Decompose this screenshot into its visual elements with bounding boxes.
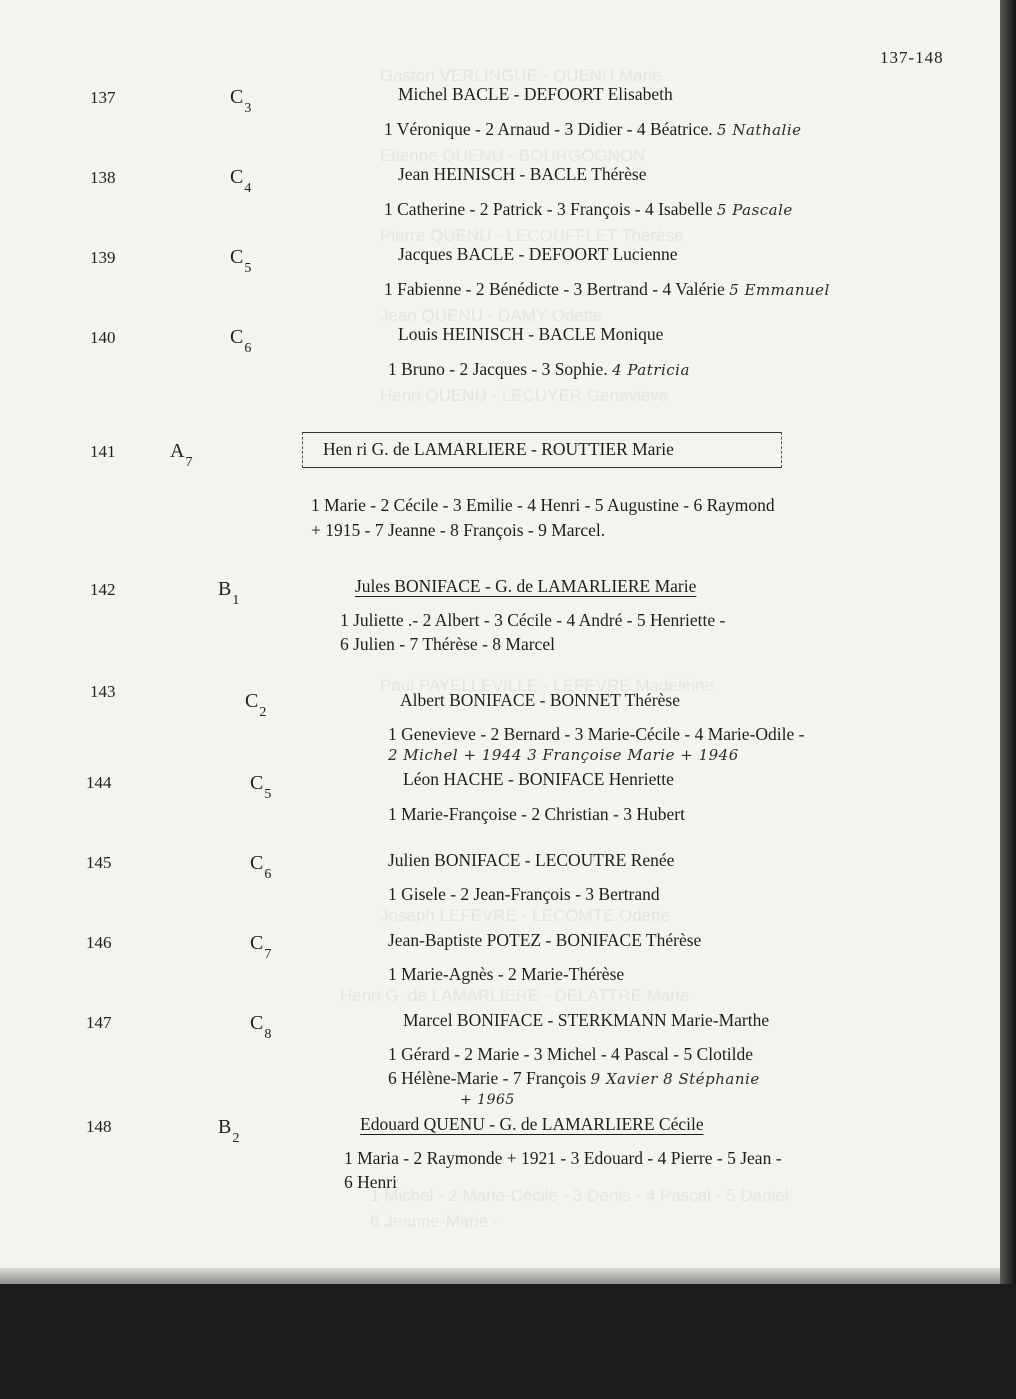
show-through-text: Joseph LEFEVRE - LECOMTE Odette xyxy=(380,906,671,925)
entry-number: 147 xyxy=(86,1013,112,1032)
generation-code: $C_4$ xyxy=(230,166,252,196)
highlighted-heading-box xyxy=(302,432,782,468)
entry-children: 1 Gisele - 2 Jean-François - 3 Bertrand xyxy=(388,884,660,904)
entry-children: 1 Bruno - 2 Jacques - 3 Sophie. 4 Patricia xyxy=(388,359,690,379)
show-through-text: Gaston VERLINGUE - QUENU Marie xyxy=(380,66,662,85)
handwritten-note: 2 Michel + 1944 3 Françoise Marie + 1946 xyxy=(388,746,739,764)
generation-code: $C_8$ xyxy=(250,1012,272,1042)
show-through-text: 1 Michel - 2 Marie-Cécile - 3 Denis - 4 Pascal - 5 Daniel xyxy=(370,1186,789,1205)
generation-code: $C_6$ xyxy=(230,326,252,356)
show-through-text: Etienne QUENU - BOURGOGNON xyxy=(380,146,646,165)
entry-number: 139 xyxy=(90,248,116,267)
entry-children: 1 Gérard - 2 Marie - 3 Michel - 4 Pascal - 5 Clotilde xyxy=(388,1044,753,1064)
entry-heading: Jacques BACLE - DEFOORT Lucienne xyxy=(398,244,678,264)
handwritten-note: 5 Pascale xyxy=(716,201,793,219)
generation-code: $C_5$ xyxy=(230,246,252,276)
generation-code: $A_7$ xyxy=(170,440,193,470)
entry-children: 1 Véronique - 2 Arnaud - 3 Didier - 4 Béatrice. 5 Nathalie xyxy=(384,119,802,139)
entry-children: 1 Marie-Françoise - 2 Christian - 3 Hubert xyxy=(388,804,685,824)
entry-heading: Jean HEINISCH - BACLE Thérèse xyxy=(398,164,647,184)
show-through-text: 6 Jeanne-Marie - xyxy=(370,1212,499,1231)
page-bottom-edge xyxy=(0,1268,1000,1284)
generation-code: $C_6$ xyxy=(250,852,272,882)
handwritten-note: 5 Nathalie xyxy=(717,121,802,139)
entry-number: 141 xyxy=(90,442,116,461)
entry-children: 6 Henri xyxy=(344,1172,397,1192)
handwritten-note: 9 Xavier 8 Stéphanie xyxy=(590,1070,760,1088)
show-through-text: Paul PAYELLEVILLE - LEFEVRE Madeleine xyxy=(380,676,714,695)
entry-number: 144 xyxy=(86,773,112,792)
entry-number: 142 xyxy=(90,580,116,599)
entry-children: 1 Maria - 2 Raymonde + 1921 - 3 Edouard - 4 Pierre - 5 Jean - xyxy=(344,1148,782,1168)
entry-children: 6 Hélène-Marie - 7 François 9 Xavier 8 Stéphanie xyxy=(388,1068,760,1088)
entry-number: 145 xyxy=(86,853,112,872)
show-through-text: Pierre QUENU - LECOUFFLET Thérèse xyxy=(380,226,684,245)
entry-children: 1 Marie-Agnès - 2 Marie-Thérèse xyxy=(388,964,625,984)
entry-heading: Albert BONIFACE - BONNET Thérèse xyxy=(400,690,680,710)
show-through-text: Henri QUENU - LECUYER Geneviève xyxy=(380,386,669,405)
entry-children: + 1915 - 7 Jeanne - 8 François - 9 Marcel. xyxy=(311,520,606,540)
entry-children: 1 Genevieve - 2 Bernard - 3 Marie-Cécile - 4 Marie-Odile - xyxy=(388,724,805,744)
entry-children: 6 Julien - 7 Thérèse - 8 Marcel xyxy=(340,634,555,654)
entry-children: 1 Juliette .- 2 Albert - 3 Cécile - 4 André - 5 Henriette - xyxy=(340,610,726,630)
handwritten-note: 4 Patricia xyxy=(612,361,690,379)
entry-heading: Edouard QUENU - G. de LAMARLIERE Cécile xyxy=(360,1114,704,1134)
entry-number: 138 xyxy=(90,168,116,187)
entry-number: 148 xyxy=(86,1117,112,1136)
generation-code: $B_1$ xyxy=(218,578,240,608)
handwritten-note: + 1965 xyxy=(460,1092,515,1108)
page-range: 137-148 xyxy=(880,48,944,67)
entry-heading: Marcel BONIFACE - STERKMANN Marie-Marthe xyxy=(403,1010,770,1030)
generation-code: $B_2$ xyxy=(218,1116,240,1146)
show-through-text: Jean QUENU - DAMY Odette xyxy=(380,306,603,325)
show-through-text: Henri G. de LAMARLIERE - DELATTRE Marie xyxy=(340,986,690,1005)
entry-heading: Louis HEINISCH - BACLE Monique xyxy=(398,324,664,344)
entry-heading: Michel BACLE - DEFOORT Elisabeth xyxy=(398,84,673,104)
generation-code: $C_3$ xyxy=(230,86,252,116)
entry-number: 143 xyxy=(90,682,116,701)
entry-number: 137 xyxy=(90,88,116,107)
handwritten-note: 5 Emmanuel xyxy=(729,281,830,299)
entry-heading: Hen ri G. de LAMARLIERE - ROUTTIER Marie xyxy=(323,439,674,459)
page-right-shadow xyxy=(1000,0,1016,1284)
entry-heading: Jules BONIFACE - G. de LAMARLIERE Marie xyxy=(355,576,697,596)
generation-code: $C_7$ xyxy=(250,932,272,962)
entry-children: 1 Fabienne - 2 Bénédicte - 3 Bertrand - 4 Valérie 5 Emmanuel xyxy=(384,279,830,299)
entry-heading: Julien BONIFACE - LECOUTRE Renée xyxy=(388,850,675,870)
generation-code: $C_2$ xyxy=(245,690,267,720)
entry-heading: Léon HACHE - BONIFACE Henriette xyxy=(403,769,674,789)
entry-heading: Jean-Baptiste POTEZ - BONIFACE Thérèse xyxy=(388,930,702,950)
generation-code: $C_5$ xyxy=(250,772,272,802)
entry-children: 1 Marie - 2 Cécile - 3 Emilie - 4 Henri - 5 Augustine - 6 Raymond xyxy=(311,495,775,515)
entry-children: 1 Catherine - 2 Patrick - 3 François - 4 Isabelle 5 Pascale xyxy=(384,199,793,219)
entry-number: 140 xyxy=(90,328,116,347)
entry-number: 146 xyxy=(86,933,112,952)
